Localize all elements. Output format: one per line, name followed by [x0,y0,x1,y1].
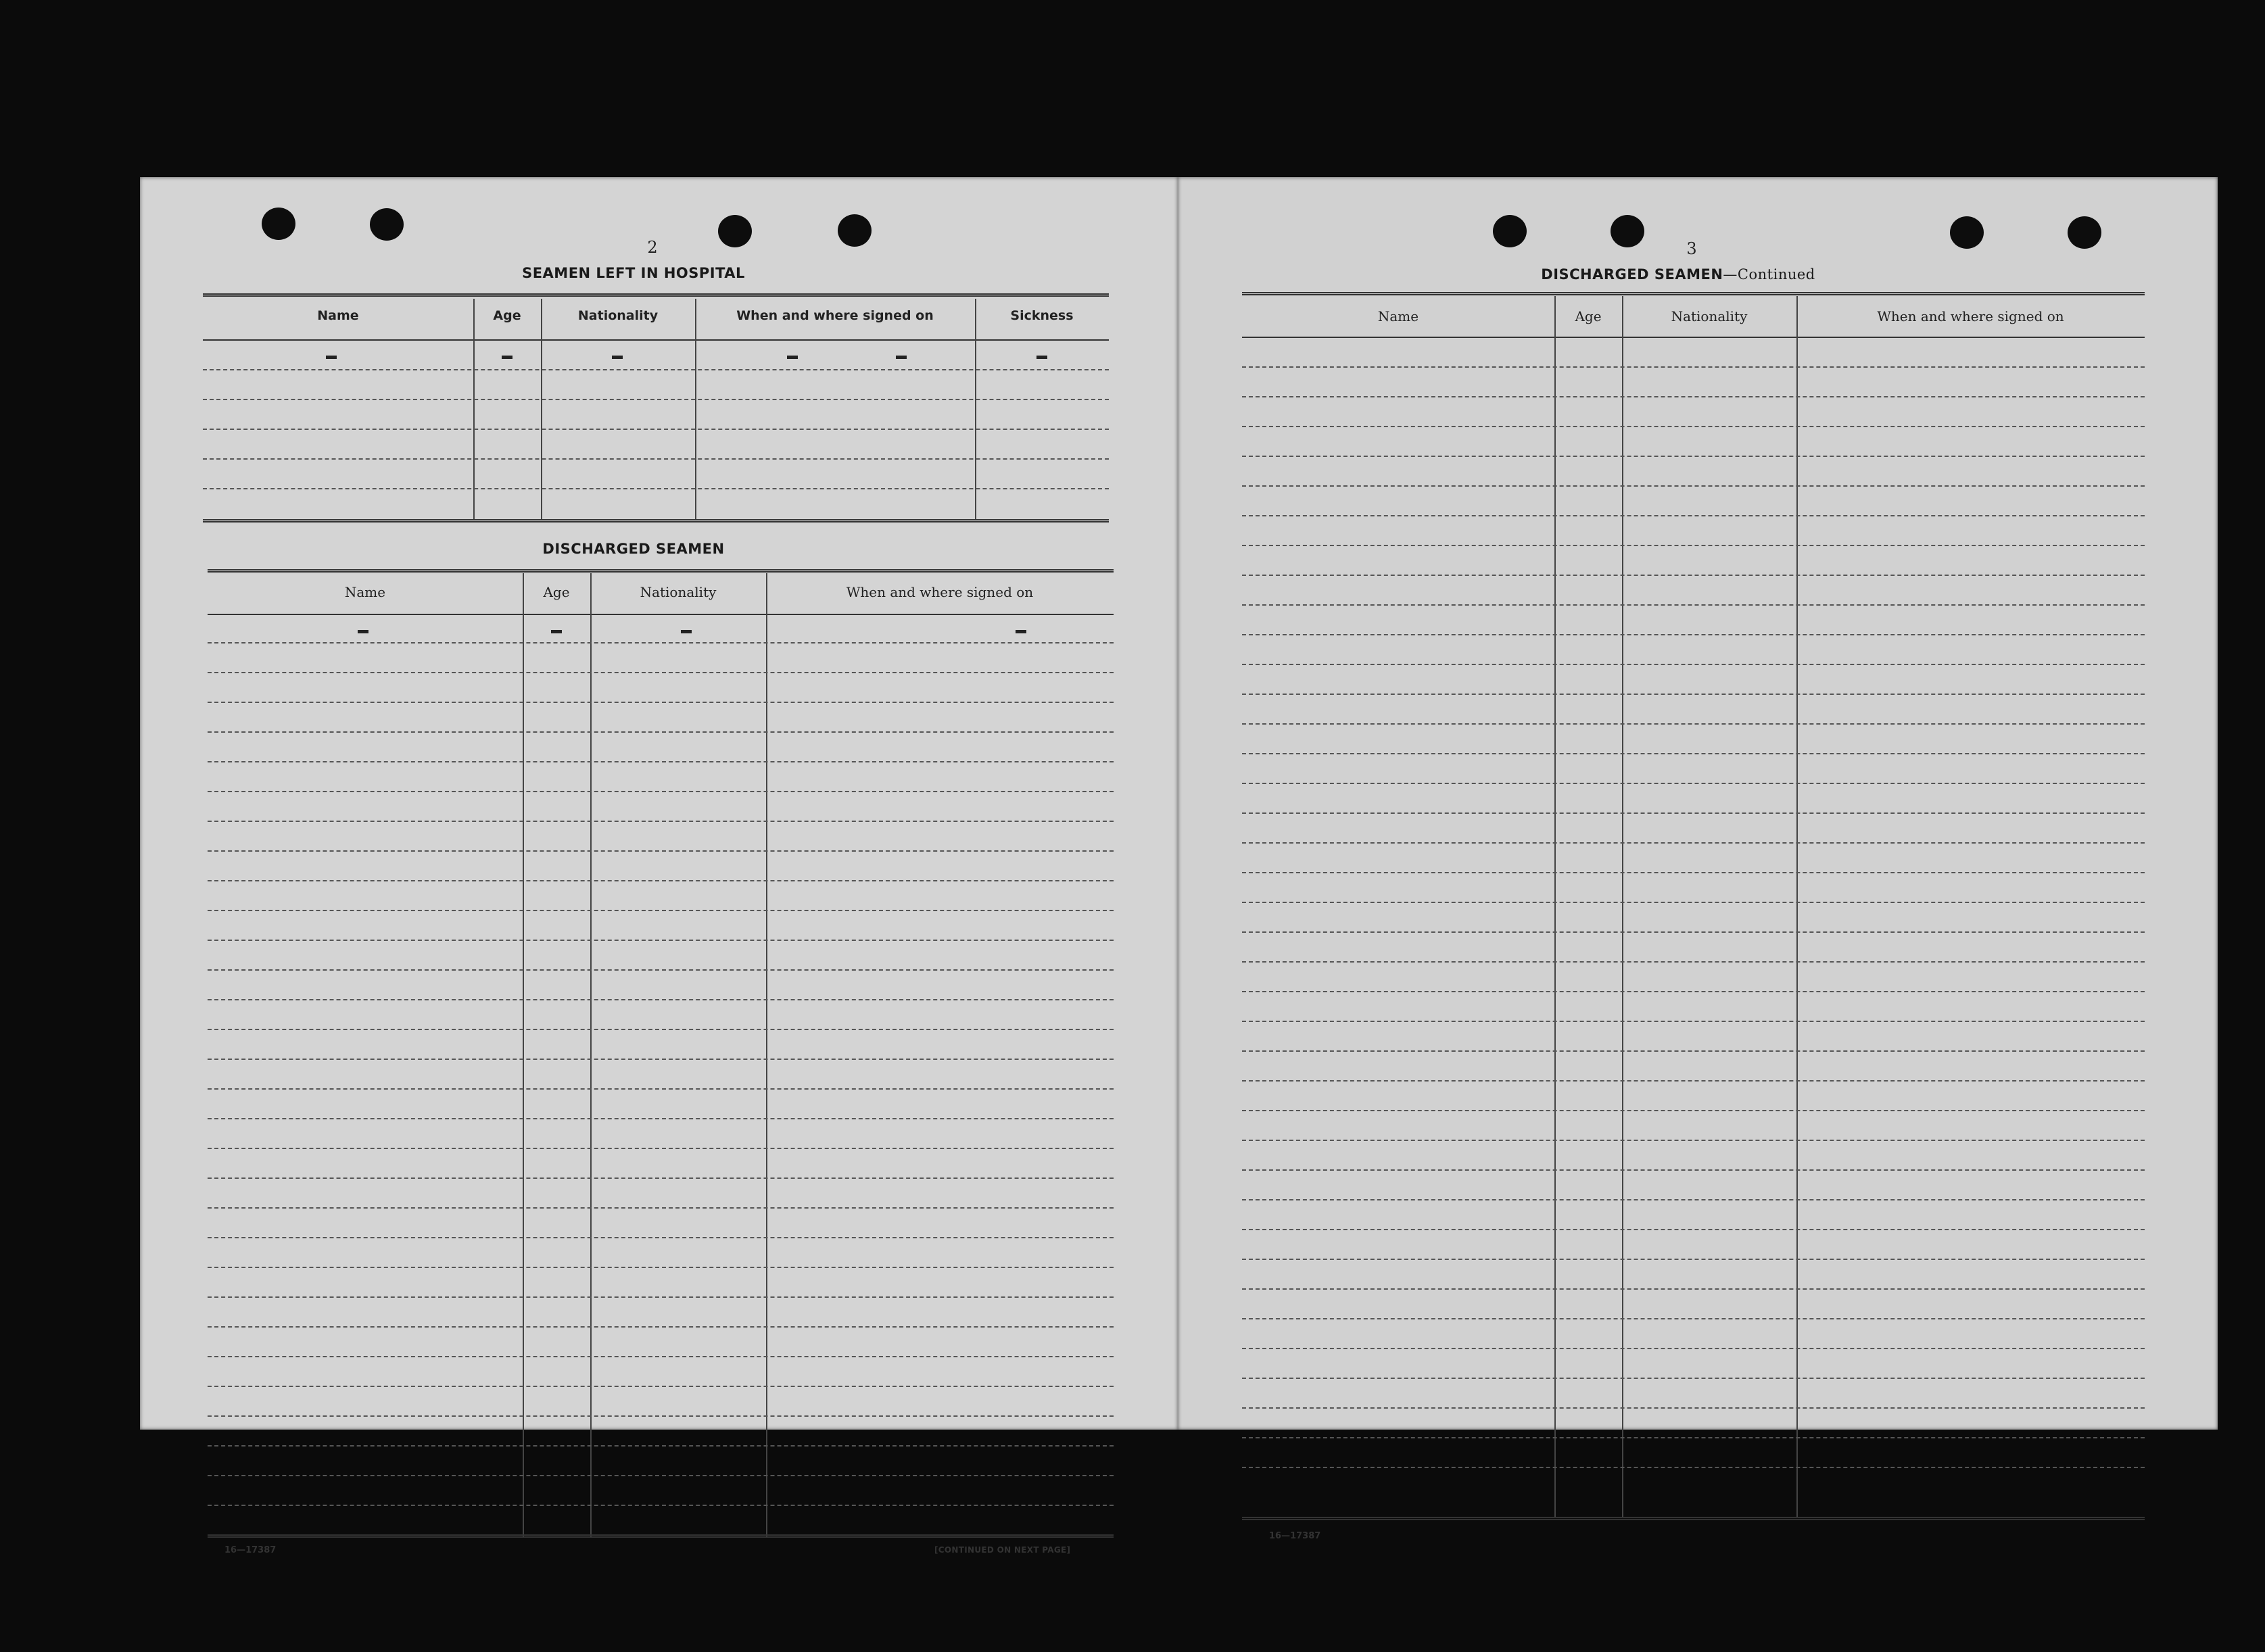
page-number: 3 [1686,239,1697,258]
continued-note: [CONTINUED ON NEXT PAGE] [934,1545,1071,1555]
right-page [1178,177,2218,1541]
col-nationality: Nationality [1671,308,1748,324]
col-age: Age [493,308,521,323]
discharged-continued-table [1242,292,2145,1526]
punch-hole [1493,215,1527,247]
title-main: DISCHARGED SEAMEN [1541,266,1723,283]
col-name: Name [1377,308,1419,324]
discharged-continued-title [1401,266,1955,283]
col-signed-on: When and where signed on [846,584,1034,600]
col-signed-on: When and where signed on [1877,308,2064,324]
title-suffix: —Continued [1723,266,1815,283]
hospital-section-title: SEAMEN LEFT IN HOSPITAL [522,265,745,281]
punch-hole [1950,216,1984,249]
col-signed-on: When and where signed on [736,308,934,323]
punch-hole [718,215,752,247]
col-sickness: Sickness [1010,308,1074,323]
col-name: Name [317,308,359,323]
col-nationality: Nationality [640,584,717,600]
page-number: 2 [647,238,658,257]
form-code: 16—17387 [1269,1531,1321,1541]
col-name: Name [344,584,386,600]
discharged-table [208,569,1114,1539]
left-page [140,177,1178,1555]
discharged-section-title: DISCHARGED SEAMEN [542,541,725,557]
form-code: 16—17387 [224,1545,277,1555]
punch-hole [2068,216,2101,249]
punch-hole [262,208,295,240]
punch-hole [1611,215,1644,247]
punch-hole [838,214,872,247]
col-age: Age [1575,308,1602,324]
col-age: Age [543,584,570,600]
col-nationality: Nationality [577,308,659,323]
punch-hole [370,208,404,241]
hospital-table [203,293,1109,527]
